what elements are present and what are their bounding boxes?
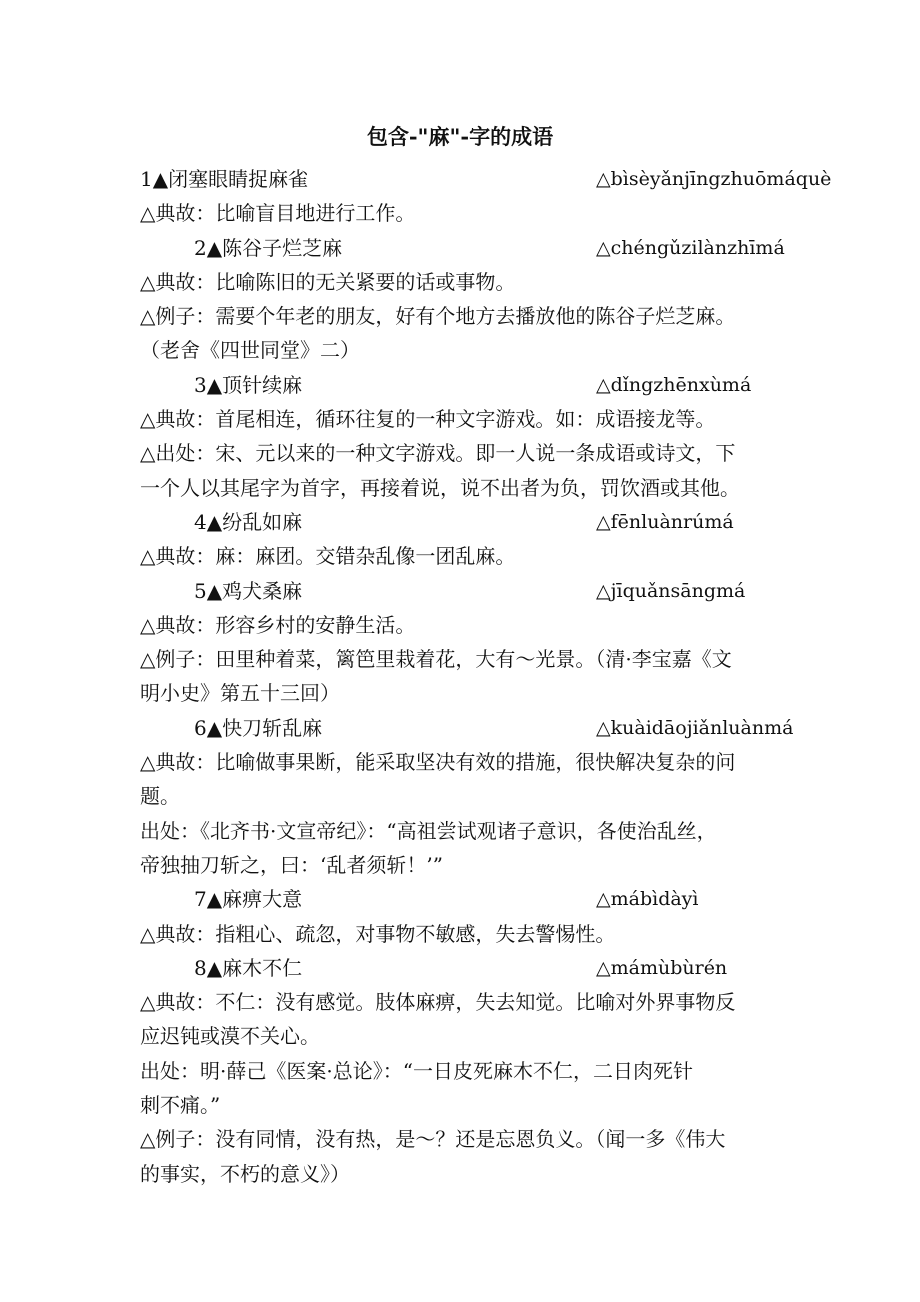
- idiom-detail-line: △典故：首尾相连，循环往复的一种文字游戏。如：成语接龙等。: [140, 407, 716, 432]
- idiom-detail-line: △典故：形容乡村的安静生活。: [140, 612, 416, 637]
- idiom-detail-line: △典故：指粗心、疏忽，对事物不敏感，失去警惕性。: [140, 921, 616, 946]
- idiom-pinyin: △mámùbùrén: [596, 956, 728, 979]
- idiom-pinyin: △kuàidāojiǎnluànmá: [596, 716, 794, 739]
- idiom-heading: [140, 231, 800, 265]
- idiom-detail-line: 一个人以其尾字为首字，再接着说，说不出者为负，罚饮酒或其他。: [140, 475, 740, 500]
- document-title: 包含-"麻"-字的成语: [366, 124, 554, 149]
- idiom-heading: [140, 368, 800, 402]
- idiom-detail-line: △典故：比喻陈旧的无关紧要的话或事物。: [140, 269, 516, 294]
- idiom-heading: [140, 951, 800, 985]
- idiom-title: 8▲麻木不仁: [194, 955, 303, 980]
- idiom-title: 3▲顶针续麻: [194, 372, 303, 397]
- idiom-detail-line: △典故：比喻盲目地进行工作。: [140, 201, 416, 226]
- idiom-pinyin: △jīquǎnsāngmá: [596, 579, 746, 602]
- idiom-title: 6▲快刀斩乱麻: [194, 715, 323, 740]
- idiom-heading: [140, 882, 800, 916]
- idiom-detail-line: △例子：没有同情，没有热，是～？还是忘恩负义。（闻一多《伟大: [140, 1127, 726, 1152]
- idiom-heading: [140, 711, 800, 745]
- idiom-heading: [140, 505, 800, 539]
- idiom-detail-line: 帝独抽刀斩之，曰：‘乱者须斩！’”: [140, 852, 443, 877]
- idiom-pinyin: △chéngǔzilànzhīmá: [596, 236, 785, 259]
- idiom-detail-line: △例子：需要个年老的朋友，好有个地方去播放他的陈谷子烂芝麻。: [140, 304, 736, 329]
- idiom-title: 7▲麻痹大意: [194, 887, 303, 912]
- idiom-detail-line: △典故：麻：麻团。交错杂乱像一团乱麻。: [140, 544, 516, 569]
- idiom-heading: [140, 574, 800, 608]
- idiom-title: 1▲闭塞眼睛捉麻雀: [140, 167, 309, 191]
- idiom-pinyin: △mábìdàyì: [596, 888, 699, 911]
- idiom-pinyin: △dǐngzhēnxùmá: [596, 373, 752, 396]
- idiom-detail-line: 应迟钝或漠不关心。: [140, 1024, 320, 1049]
- idiom-detail-line: 题。: [140, 784, 180, 809]
- idiom-title: 2▲陈谷子烂芝麻: [194, 235, 343, 260]
- idiom-detail-line: △出处：宋、元以来的一种文字游戏。即一人说一条成语或诗文，下: [140, 441, 736, 466]
- idiom-pinyin: △fēnluànrúmá: [596, 510, 734, 533]
- idiom-pinyin: △bìsèyǎnjīngzhuōmáquè: [596, 168, 832, 190]
- idiom-detail-line: 刺不痛。”: [140, 1093, 221, 1118]
- idiom-detail-line: △典故：不仁：没有感觉。肢体麻痹，失去知觉。比喻对外界事物反: [140, 990, 736, 1015]
- idiom-title: 4▲纷乱如麻: [194, 509, 303, 534]
- idiom-detail-line: 的事实，不朽的意义》）: [140, 1161, 350, 1186]
- idiom-title: 5▲鸡犬桑麻: [194, 578, 303, 603]
- idiom-detail-line: 明小史》第五十三回）: [140, 681, 340, 706]
- idiom-list: [140, 162, 832, 1191]
- idiom-detail-line: 出处：《北齐书·文宣帝纪》：“高祖尝试观诸子意识，各使治乱丝，: [140, 818, 717, 843]
- idiom-heading: [140, 162, 832, 196]
- idiom-detail-line: △典故：比喻做事果断，能采取坚决有效的措施，很快解决复杂的问: [140, 750, 736, 775]
- idiom-detail-line: （老舍《四世同堂》二）: [140, 338, 360, 363]
- idiom-detail-line: 出处：明·薛己《医案·总论》：“一日皮死麻木不仁，二日肉死针: [140, 1058, 693, 1083]
- idiom-detail-line: △例子：田里种着菜，篱笆里栽着花，大有～光景。（清·李宝嘉《文: [140, 647, 732, 672]
